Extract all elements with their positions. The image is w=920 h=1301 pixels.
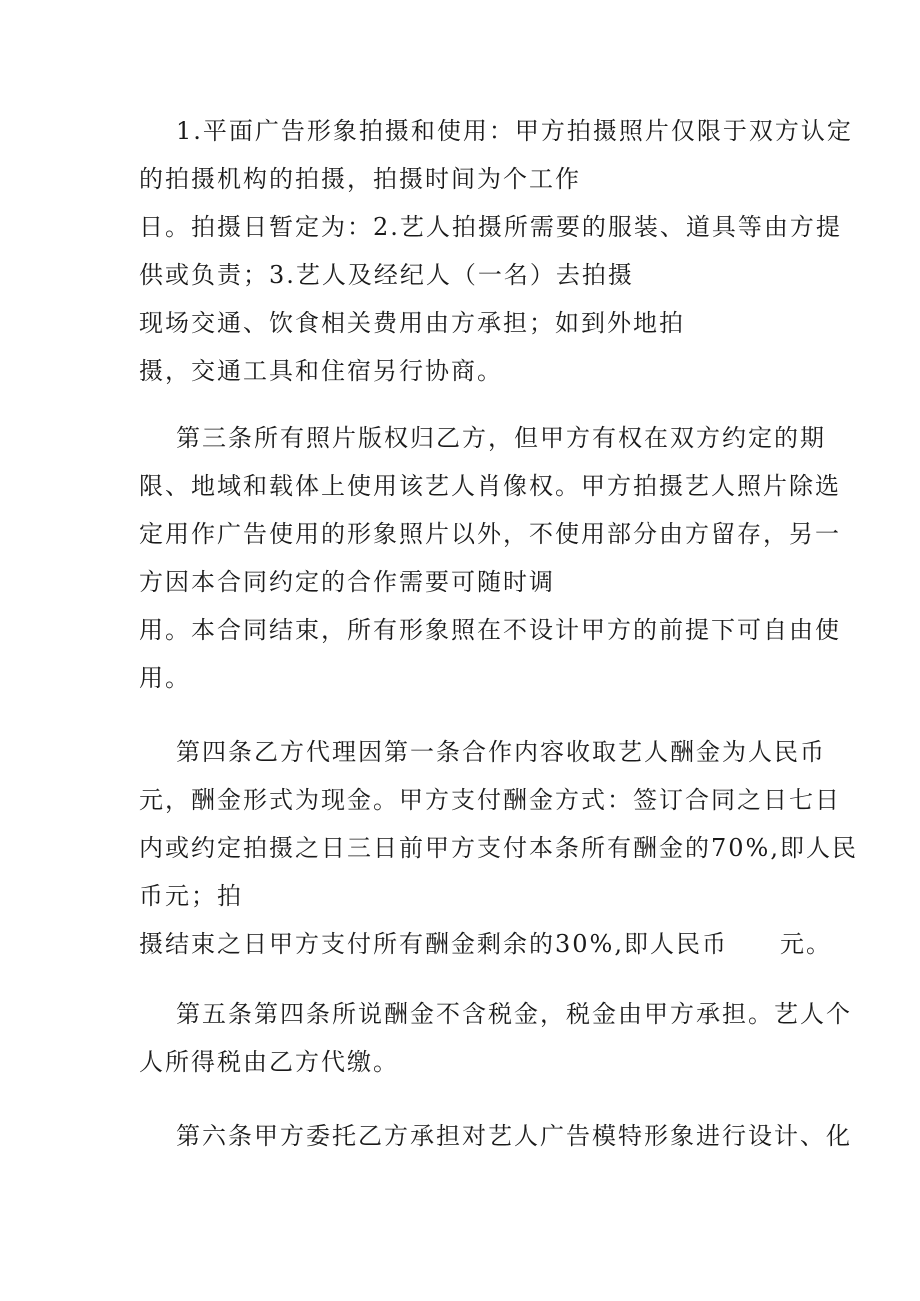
paragraph-line: 第五条第四条所说酬金不含税金，税金由甲方承担。艺人个	[176, 1000, 852, 1028]
paragraph-line: 方因本合同约定的合作需要可随时调	[139, 568, 555, 596]
paragraph-line: 限、地域和载体上使用该艺人肖像权。甲方拍摄艺人照片除选	[139, 472, 841, 500]
paragraph-line: 币元；拍	[139, 882, 243, 910]
paragraph-line: 第三条所有照片版权归乙方，但甲方有权在双方约定的期	[176, 424, 826, 452]
paragraph-line: 人所得税由乙方代缴。	[139, 1048, 399, 1076]
paragraph-line: 现场交通、饮食相关费用由方承担；如到外地拍	[139, 309, 685, 337]
paragraph-line: 第六条甲方委托乙方承担对艺人广告模特形象进行设计、化	[176, 1122, 852, 1150]
paragraph-line: 用。	[139, 664, 191, 692]
paragraph-line: 内或约定拍摄之日三日前甲方支付本条所有酬金的70%,即人民	[139, 834, 858, 862]
paragraph-article-4	[139, 728, 858, 968]
paragraph-line: 摄结束之日甲方支付所有酬金剩余的30%,即人民币 元。	[139, 930, 832, 958]
paragraph-line: 定用作广告使用的形象照片以外，不使用部分由方留存，另一	[139, 520, 841, 548]
paragraph-line: 1.平面广告形象拍摄和使用：甲方拍摄照片仅限于双方认定	[176, 117, 853, 145]
paragraph-article-3	[139, 414, 841, 702]
paragraph-line: 元，酬金形式为现金。甲方支付酬金方式：签订合同之日七日	[139, 786, 841, 814]
paragraph-line: 供或负责；3.艺人及经纪人（一名）去拍摄	[139, 261, 634, 289]
paragraph-line: 第四条乙方代理因第一条合作内容收取艺人酬金为人民币	[176, 738, 826, 766]
paragraph-article-5	[139, 990, 852, 1086]
paragraph-1	[139, 107, 853, 395]
paragraph-line: 的拍摄机构的拍摄，拍摄时间为个工作	[139, 165, 581, 193]
paragraph-article-6	[139, 1112, 852, 1160]
paragraph-line: 摄，交通工具和住宿另行协商。	[139, 357, 503, 385]
paragraph-line: 用。本合同结束，所有形象照在不设计甲方的前提下可自由使	[139, 616, 841, 644]
paragraph-line: 日。拍摄日暂定为：2.艺人拍摄所需要的服装、道具等由方提	[139, 213, 842, 241]
